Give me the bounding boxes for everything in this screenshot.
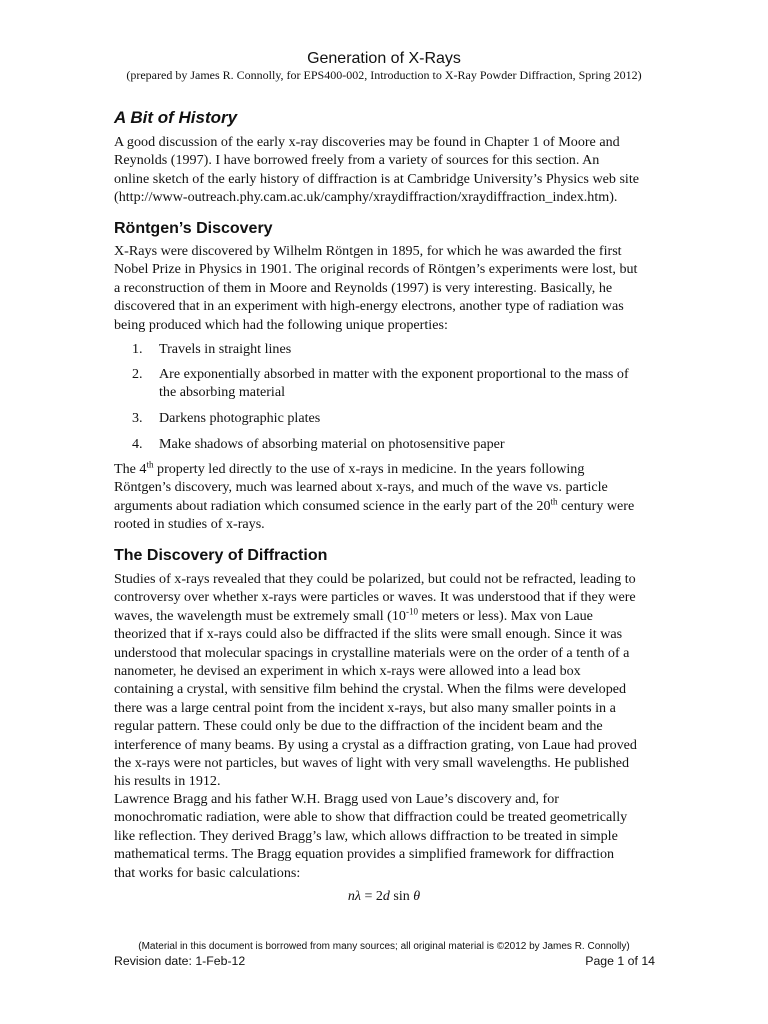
- text-line: the absorbing material: [159, 384, 286, 401]
- text-line: controversy over whether x-rays were particles or waves. It was understood that if they were: [114, 589, 636, 606]
- document-subtitle: (prepared by James R. Connolly, for EPS400-002, Introduction to X-Ray Powder Diffraction, Spring 2012): [126, 68, 642, 82]
- text-run: arguments about radiation which consumed science in the early part of the 20: [114, 497, 551, 514]
- text-line: Röntgen’s discovery, much was learned about x-rays, and much of the wave vs. particle: [114, 479, 608, 496]
- document-title: Generation of X-Rays: [307, 50, 461, 67]
- list-number: 1.: [132, 341, 143, 357]
- text-line: Lawrence Bragg and his father W.H. Bragg used von Laue’s discovery and, for: [114, 791, 559, 807]
- text-line: interference of many beams. By using a crystal as a diffraction grating, von Laue had proved: [114, 736, 637, 753]
- list-text: [159, 365, 679, 402]
- text-line: monochromatic radiation, were able to show that diffraction could be treated geometrically: [114, 809, 628, 826]
- text-line: nanometer, he devised an experiment in which x-rays were allowed into a lead box: [114, 663, 581, 680]
- text-line: [114, 460, 679, 478]
- heading-diffraction: The Discovery of Diffraction: [114, 547, 328, 564]
- text-line: mathematical terms. The Bragg equation provides a simplified framework for diffraction: [114, 846, 615, 863]
- text-line: there was a large central point from the incident x-rays, but also many smaller points in a: [114, 699, 616, 716]
- text-line: like reflection. They derived Bragg’s law, which allows diffraction to be treated in simple: [114, 827, 618, 844]
- text-run: waves, the wavelength must be extremely small (10: [114, 607, 406, 624]
- bragg-equation: [0, 888, 768, 906]
- text-line: discovered that in an experiment with high-energy electrons, another type of radiation was: [114, 298, 624, 315]
- text-run: property led directly to the use of x-rays in medicine. In the years following: [153, 461, 585, 477]
- text-line: regular pattern. These could only be due to the diffraction of the incident beam and the: [114, 718, 603, 735]
- heading-history: A Bit of History: [114, 108, 238, 127]
- list-text: [159, 435, 679, 453]
- text-line: understood that molecular spacings in crystalline materials were on the order of a tenth of a: [114, 644, 630, 661]
- heading-rontgen: Röntgen’s Discovery: [114, 220, 273, 237]
- list-number: 3.: [132, 410, 143, 426]
- superscript: -10: [405, 606, 418, 617]
- text-line: [114, 607, 679, 625]
- paragraph-rontgen-after: [114, 460, 679, 534]
- text-line: online sketch of the early history of diffraction is at Cambridge University’s Physics web site: [114, 170, 640, 187]
- list-number: 4.: [132, 436, 143, 452]
- text-line: Make shadows of absorbing material on photosensitive paper: [159, 436, 505, 452]
- text-line: A good discussion of the early x-ray discoveries may be found in Chapter 1 of Moore and: [114, 134, 620, 150]
- equation-lhs: nλ: [347, 889, 361, 904]
- text-line: Travels in straight lines: [159, 341, 292, 357]
- list-text: [159, 340, 679, 358]
- paragraph-bragg: [114, 790, 679, 882]
- text-line: rooted in studies of x-rays.: [114, 516, 265, 533]
- text-run: century were: [557, 497, 635, 514]
- superscript: th: [550, 496, 558, 507]
- paragraph-history: [114, 133, 679, 207]
- text-line: Are exponentially absorbed in matter with the exponent proportional to the mass of: [159, 366, 629, 382]
- text-line: his results in 1912.: [114, 773, 221, 790]
- text-line: the x-rays were not particles, but waves of light with very small wavelengths. He published: [114, 755, 630, 772]
- text-line: X-Rays were discovered by Wilhelm Röntgen in 1895, for which he was awarded the first: [114, 243, 622, 259]
- superscript: th: [146, 459, 154, 470]
- footer-note: (Material in this document is borrowed from many sources; all original material is ©2012 by James R. Connolly): [138, 941, 630, 952]
- text-line: Reynolds (1997). I have borrowed freely from a variety of sources for this section. An: [114, 152, 600, 169]
- text-line: theorized that if x-rays could also be diffracted if the slits were small enough. Since it was: [114, 626, 623, 643]
- text-line: being produced which had the following unique properties:: [114, 316, 448, 333]
- list-number: 2.: [132, 366, 143, 382]
- list-text: [159, 409, 679, 427]
- text-line: Nobel Prize in Physics in 1901. The original records of Röntgen’s experiments were lost, but: [114, 261, 638, 278]
- text-run: The 4: [114, 461, 147, 477]
- text-line: containing a crystal, with sensitive film behind the crystal. When the films were developed: [114, 681, 627, 698]
- paragraph-diffraction: [114, 570, 679, 791]
- equation-sin: sin: [389, 889, 414, 904]
- text-line: [114, 497, 679, 515]
- equation-theta: θ: [413, 889, 421, 904]
- text-line: (http://www-outreach.phy.cam.ac.uk/camphy/xraydiffraction/xraydiffraction_index.htm).: [114, 189, 618, 206]
- paragraph-rontgen: [114, 242, 679, 334]
- text-line: that works for basic calculations:: [114, 864, 301, 881]
- text-line: Studies of x-rays revealed that they could be polarized, but could not be refracted, leading to: [114, 571, 636, 587]
- equation-equals: = 2: [360, 889, 383, 904]
- equation-d: d: [382, 889, 390, 904]
- text-line: Darkens photographic plates: [159, 410, 321, 426]
- text-run: meters or less). Max von Laue: [417, 607, 593, 624]
- text-line: a reconstruction of them in Moore and Reynolds (1997) is very interesting. Basically, he: [114, 279, 613, 296]
- page-number: Page 1 of 14: [585, 954, 655, 968]
- revision-date: Revision date: 1-Feb-12: [114, 954, 246, 968]
